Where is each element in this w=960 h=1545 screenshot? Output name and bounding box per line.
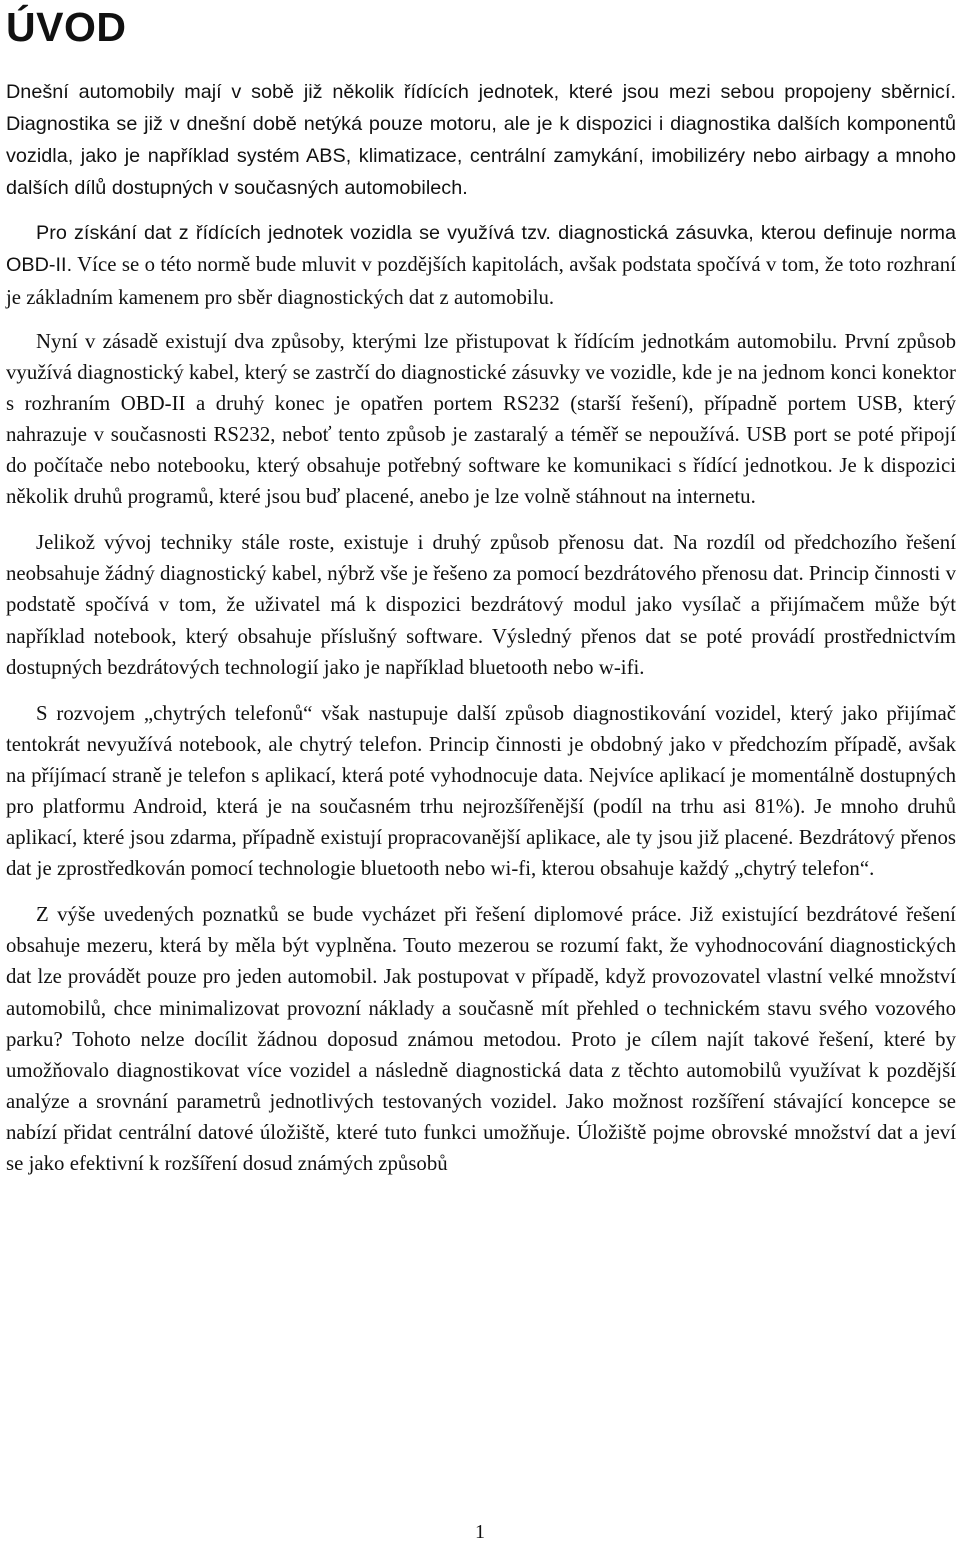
paragraph-4 bbox=[6, 527, 956, 682]
body-text bbox=[6, 76, 956, 1194]
paragraph-5-text: S rozvojem „chytrých telefonů“ však nastupuje další způsob diagnostikování vozidel, který jako přijímač tentokrát nevyužívá notebook, ale chytrý telefon. Princip činnosti je obdobný jako v předchozím případě, avšak na příjímací straně je telefon s aplikací, která poté vyhodnocuje data. Nejvíce aplikací je momentálně dostupných pro platformu Android, která je na současném trhu nejrozšířenější (podíl na trhu asi 81%). Je mnoho druhů aplikací, které jsou zdarma, případně existují propracovanější aplikace, ale ty jsou již placené. Bezdrátový přenos dat je zprostředkován pomocí technologie bluetooth nebo wi-fi, kterou obsahuje každý „chytrý telefon“. bbox=[6, 701, 956, 881]
paragraph-2-text-serif: Více se o této normě bude mluvit v pozdějších kapitolách, avšak podstata spočívá v tom, že toto rozhraní je základním kamenem pro sběr diagnostických dat z automobilu. bbox=[6, 253, 956, 309]
paragraph-6 bbox=[6, 899, 956, 1179]
page-number: 1 bbox=[475, 1521, 485, 1543]
paragraph-3 bbox=[6, 326, 956, 513]
paragraph-3-text: Nyní v zásadě existují dva způsoby, kterými lze přistupovat k řídícím jednotkám automobilu. První způsob využívá diagnostický kabel, který se zastrčí do diagnostické zásuvky ve vozidle, kde je na jednom konci konektor s rozhraním OBD-II a druhý konec je opatřen portem RS232 (starší řešení), případně portem USB, který nahrazuje v současnosti RS232, neboť tento způsob je zastaralý a téměř se nepoužívá. USB port se poté připojí do počítače nebo notebooku, který obsahuje potřebný software ke komunikaci s řídící jednotkou. Je k dispozici několik druhů programů, které jsou buď placené, anebo je lze volně stáhnout na internetu. bbox=[6, 329, 956, 509]
paragraph-1 bbox=[6, 76, 956, 204]
paragraph-2-text-sans: Pro získání dat z řídících jednotek vozidla se využívá tzv. diagnostická zásuvka, kterou definuje norma OBD-II. bbox=[6, 222, 956, 277]
section-heading: ÚVOD bbox=[6, 4, 127, 50]
paragraph-1-text: Dnešní automobily mají v sobě již několik řídících jednotek, které jsou mezi sebou propojeny sběrnicí. Diagnostika se již v dnešní době netýká pouze motoru, ale je k dispozici i diagnostika dalších komponentů vozidla, jako je například systém ABS, klimatizace, centrální zamykání, imobilizéry nebo airbagy a mnoho dalších dílů dostupných v současných automobilech. bbox=[6, 81, 956, 200]
paragraph-2 bbox=[6, 217, 956, 312]
paragraph-4-text: Jelikož vývoj techniky stále roste, existuje i druhý způsob přenosu dat. Na rozdíl od předchozího řešení neobsahuje žádný diagnostický kabel, nýbrž vše je řešeno za pomocí bezdrátového přenosu dat. Princip činnosti v podstatě spočívá v tom, že uživatel má k dispozici bezdrátový modul jako vysílač a přijímačem může být například notebook, který obsahuje příslušný software. Výsledný přenos dat se poté provádí prostřednictvím dostupných bezdrátových technologií jako je například bluetooth nebo w-ifi. bbox=[6, 531, 956, 679]
paragraph-6-text: Z výše uvedených poznatků se bude vycházet při řešení diplomové práce. Již existující bezdrátové řešení obsahuje mezeru, která by měla být vyplněna. Touto mezerou se rozumí fakt, že vyhodnocování diagnostických dat lze provádět pouze pro jeden automobil. Jak postupovat v případě, když provozovatel vlastní velké množství automobilů, chce minimalizovat provozní náklady a současně mít přehled o technickém stavu svého vozového parku? Tohoto nelze docílit žádnou doposud známou metodou. Proto je cílem najít takové řešení, které by umožňovalo diagnostikovat více vozidel a následně diagnostická data z těchto automobilů využívat k pozdější analýze a srovnání parametrů jednotlivých testovaných vozidel. Jako možnost rozšíření stávající koncepce se nabízí přidat centrální datové úložiště, které tuto funkci umožňuje. Úložiště pojme obrovské množství dat a jeví se jako efektivní k rozšíření dosud známých způsobů bbox=[6, 903, 956, 1175]
paragraph-5 bbox=[6, 698, 956, 885]
